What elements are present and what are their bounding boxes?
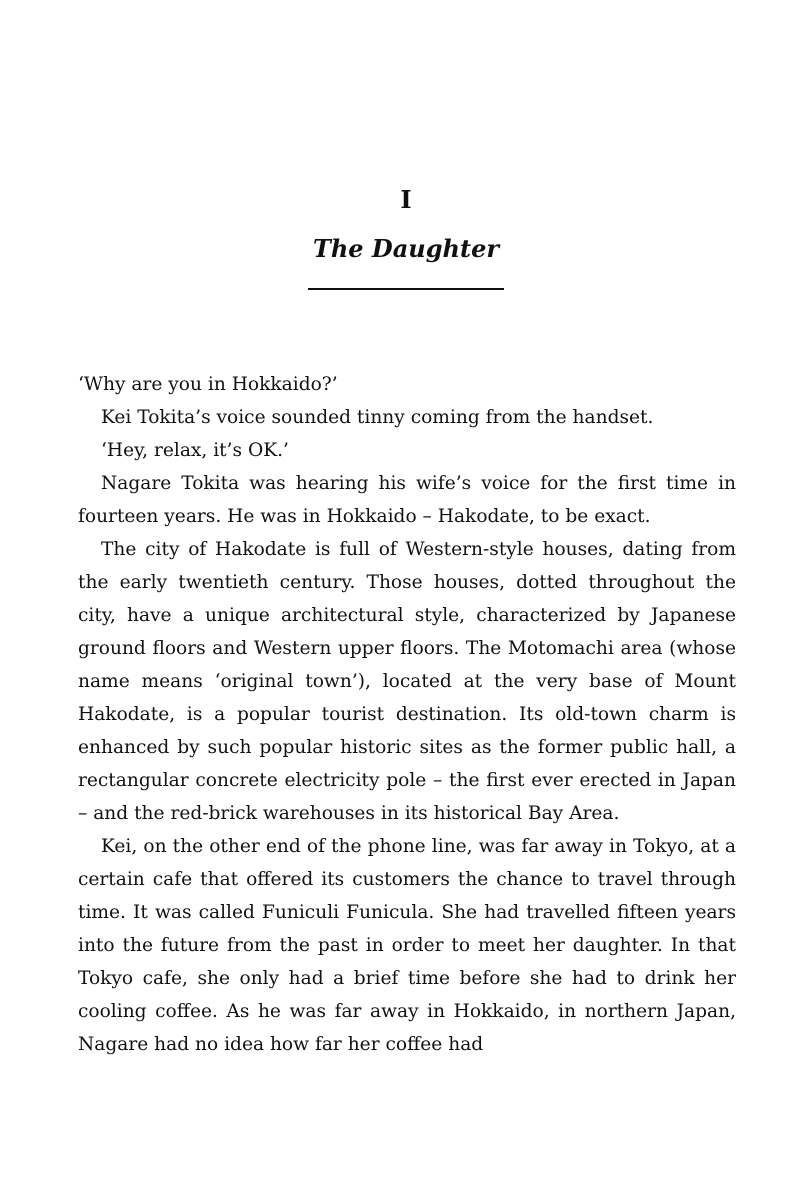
paragraph: Kei Tokita’s voice sounded tinny coming from the handset. xyxy=(101,407,654,428)
chapter-title: The Daughter xyxy=(313,234,499,263)
chapter-number: I xyxy=(400,185,412,214)
paragraph: The city of Hakodate is full of Western-style houses, dating from the early twentieth century. Those houses, dotted throughout the city, have a unique architectural style, characterized by Japanese ground floors and Western upper floors. The Motomachi area (whose name means ‘original town’), located at the very base of Mount Hakodate, is a popular tourist destination. Its old-town charm is enhanced by such popular historic sites as the former public hall, a rectangular concrete electricity pole – the first ever erected in Japan – and the red-brick warehouses in its historical Bay Area. xyxy=(78,539,736,824)
paragraph: ‘Why are you in Hokkaido?’ xyxy=(78,374,338,395)
paragraph: ‘Hey, relax, it’s OK.’ xyxy=(101,440,289,461)
chapter-body xyxy=(78,368,736,1061)
paragraph: Kei, on the other end of the phone line, was far away in Tokyo, at a certain cafe that offered its customers the chance to travel through time. It was called Funiculi Funicula. She had travelled fifteen years into the future from the past in order to meet her daughter. In that Tokyo cafe, she only had a brief time before she had to drink her cooling coffee. As he was far away in Hokkaido, in northern Japan, Nagare had no idea how far her coffee had xyxy=(78,836,736,1055)
paragraph: Nagare Tokita was hearing his wife’s voice for the first time in fourteen years. He was in Hokkaido – Hakodate, to be exact. xyxy=(78,473,736,527)
title-divider xyxy=(308,288,504,290)
